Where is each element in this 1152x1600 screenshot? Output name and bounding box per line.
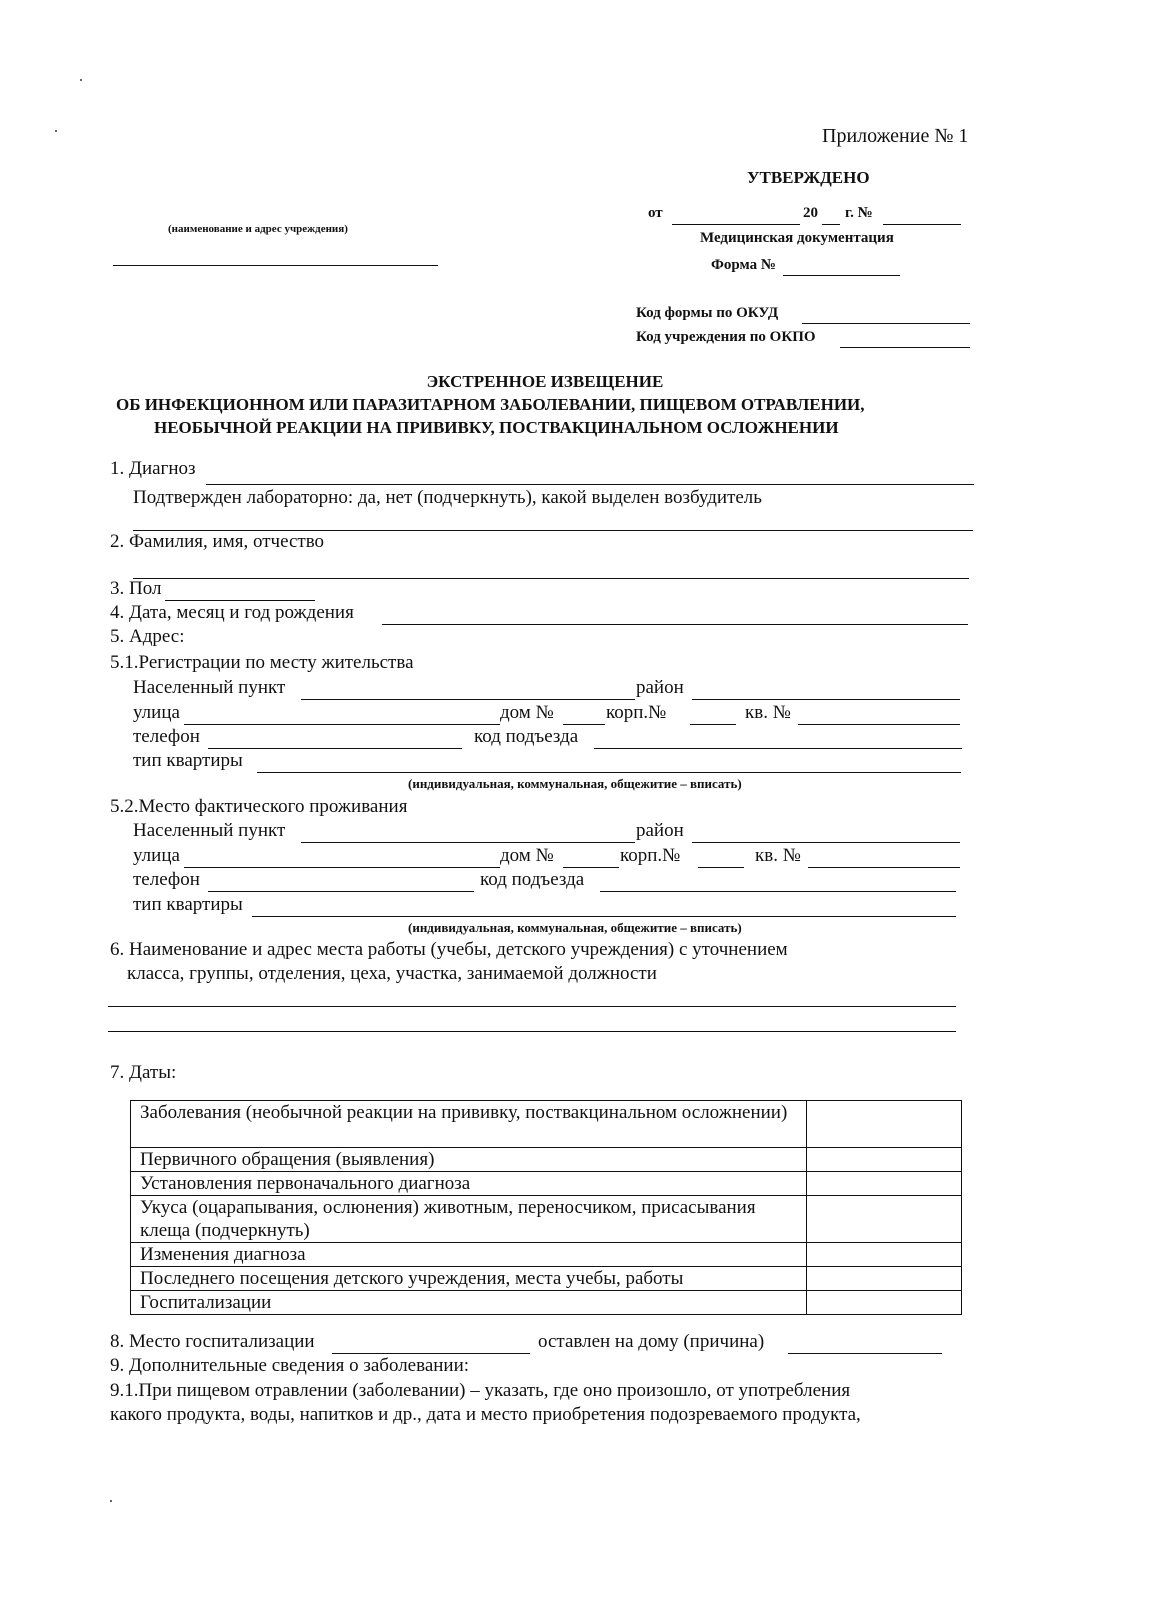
dates-row-label: Госпитализации [131,1291,807,1315]
dates-row-label: Укуса (оцарапывания, ослюнения) животным, переносчиком, присасывания клеща (подчеркнуть) [131,1196,807,1243]
dates-value-cell[interactable] [807,1172,962,1196]
act-phone-label: телефон [133,869,200,890]
workplace-line-1[interactable] [108,1006,956,1007]
act-building-line[interactable] [698,867,744,868]
address-label: 5. Адрес: [110,626,185,647]
reg-phone-line[interactable] [208,748,462,749]
dates-row-label: Установления первоначального диагноза [131,1172,807,1196]
reg-apartment-type-label: тип квартиры [133,750,243,771]
dates-value-cell[interactable] [807,1101,962,1148]
dates-value-cell[interactable] [807,1196,962,1243]
dates-row-label: Первичного обращения (выявления) [131,1148,807,1172]
sex-line[interactable] [165,600,315,601]
food-poisoning-line1: 9.1.При пищевом отравлении (заболевании) – указать, где оно произошло, от употребления [110,1380,851,1401]
sex-label: 3. Пол [110,578,162,599]
additional-info-label: 9. Дополнительные сведения о заболевании: [110,1355,470,1376]
reg-house-label: дом № [500,702,554,723]
dates-row-label: Последнего посещения детского учреждения, места учебы, работы [131,1267,807,1291]
reg-street-line[interactable] [184,724,500,725]
reg-house-line[interactable] [563,724,605,725]
reg-address-label: 5.1.Регистрации по месту жительства [110,652,414,673]
act-district-line[interactable] [692,842,960,843]
workplace-label-2: класса, группы, отделения, цеха, участка, занимаемой должности [127,963,657,984]
reg-phone-label: телефон [133,726,200,747]
hosp-place-line[interactable] [332,1353,530,1354]
act-entrance-line[interactable] [600,891,956,892]
reg-entrance-label: код подъезда [474,726,579,747]
form-number-label: Форма № [711,257,776,273]
dates-row-illness [131,1101,962,1148]
scan-speck [55,130,57,132]
dates-row-initial-diagnosis [131,1172,962,1196]
reg-settlement-label: Населенный пункт [133,677,286,698]
dates-row-diagnosis-change [131,1243,962,1267]
institution-line[interactable] [113,265,438,266]
act-apartment-type-line[interactable] [252,916,956,917]
act-street-line[interactable] [184,867,500,868]
act-apartment-label: кв. № [755,845,801,866]
act-settlement-label: Населенный пункт [133,820,286,841]
reg-district-line[interactable] [692,699,960,700]
form-title-line1: ЭКСТРЕННОЕ ИЗВЕЩЕНИЕ [426,372,664,391]
dates-value-cell[interactable] [807,1267,962,1291]
approved-year-line[interactable] [822,224,840,225]
workplace-label-1: 6. Наименование и адрес места работы (учебы, детского учреждения) с уточнением [110,939,788,960]
form-title-line2: ОБ ИНФЕКЦИОННОМ ИЛИ ПАРАЗИТАРНОМ ЗАБОЛЕВАНИИ, ПИЩЕВОМ ОТРАВЛЕНИИ, [116,395,865,414]
dates-row-last-visit [131,1267,962,1291]
okud-label: Код формы по ОКУД [636,305,779,321]
diagnosis-line[interactable] [206,484,974,485]
left-home-line[interactable] [788,1353,942,1354]
reg-building-label: корп.№ [606,702,667,723]
left-home-label: оставлен на дому (причина) [538,1331,765,1352]
reg-entrance-line[interactable] [594,748,962,749]
hosp-place-label: 8. Место госпитализации [110,1331,315,1352]
scan-speck [80,79,82,81]
act-building-label: корп.№ [620,845,681,866]
dates-row-hospitalization [131,1291,962,1315]
reg-building-line[interactable] [690,724,736,725]
okpo-line[interactable] [840,347,970,348]
diagnosis-label: 1. Диагноз [110,458,196,479]
reg-apartment-label: кв. № [745,702,791,723]
approved-label: УТВЕРЖДЕНО [747,168,870,187]
act-settlement-line[interactable] [301,842,635,843]
act-district-label: район [636,820,684,841]
dates-row-first-visit [131,1148,962,1172]
form-number-line[interactable] [783,275,900,276]
approved-order-line[interactable] [883,224,961,225]
act-type-hint: (индивидуальная, коммунальная, общежитие – вписать) [408,920,742,935]
reg-apartment-type-line[interactable] [257,772,961,773]
institution-caption: (наименование и адрес учреждения) [168,223,348,235]
approved-year-label: 20 [803,205,818,221]
med-docs-label: Медицинская документация [700,230,894,246]
dates-label: 7. Даты: [110,1062,177,1083]
approved-date-line[interactable] [672,224,800,225]
reg-type-hint: (индивидуальная, коммунальная, общежитие – вписать) [408,776,742,791]
dates-value-cell[interactable] [807,1291,962,1315]
reg-apartment-line[interactable] [798,724,960,725]
food-poisoning-line2: какого продукта, воды, напитков и др., дата и место приобретения подозреваемого продукта, [110,1404,861,1425]
act-street-label: улица [133,845,180,866]
lab-confirmed-label: Подтвержден лабораторно: да, нет (подчеркнуть), какой выделен возбудитель [133,487,762,508]
approved-order-label: г. № [845,205,873,221]
okpo-label: Код учреждения по ОКПО [636,329,816,345]
approved-from-label: от [648,205,663,221]
dates-value-cell[interactable] [807,1148,962,1172]
form-title-line3: НЕОБЫЧНОЙ РЕАКЦИИ НА ПРИВИВКУ, ПОСТВАКЦИНАЛЬНОМ ОСЛОЖНЕНИИ [154,418,839,437]
dates-value-cell[interactable] [807,1243,962,1267]
reg-district-label: район [636,677,684,698]
dates-row-bite [131,1196,962,1243]
act-house-line[interactable] [563,867,619,868]
dates-row-label: Изменения диагноза [131,1243,807,1267]
full-name-line[interactable] [133,578,969,579]
actual-address-label: 5.2.Место фактического проживания [110,796,408,817]
act-house-label: дом № [500,845,554,866]
full-name-label: 2. Фамилия, имя, отчество [110,531,325,552]
birth-date-line[interactable] [382,624,968,625]
act-phone-line[interactable] [208,891,474,892]
act-apartment-line[interactable] [808,867,960,868]
dates-row-label: Заболевания (необычной реакции на прививку, поствакцинальном осложнении) [131,1101,807,1148]
act-entrance-label: код подъезда [480,869,585,890]
act-apartment-type-label: тип квартиры [133,894,243,915]
appendix-label: Приложение № 1 [822,125,969,147]
dates-table [130,1100,962,1315]
birth-date-label: 4. Дата, месяц и год рождения [110,602,354,623]
okud-line[interactable] [802,323,970,324]
reg-settlement-line[interactable] [301,699,635,700]
workplace-line-2[interactable] [108,1031,956,1032]
scan-speck [110,1500,112,1502]
reg-street-label: улица [133,702,180,723]
